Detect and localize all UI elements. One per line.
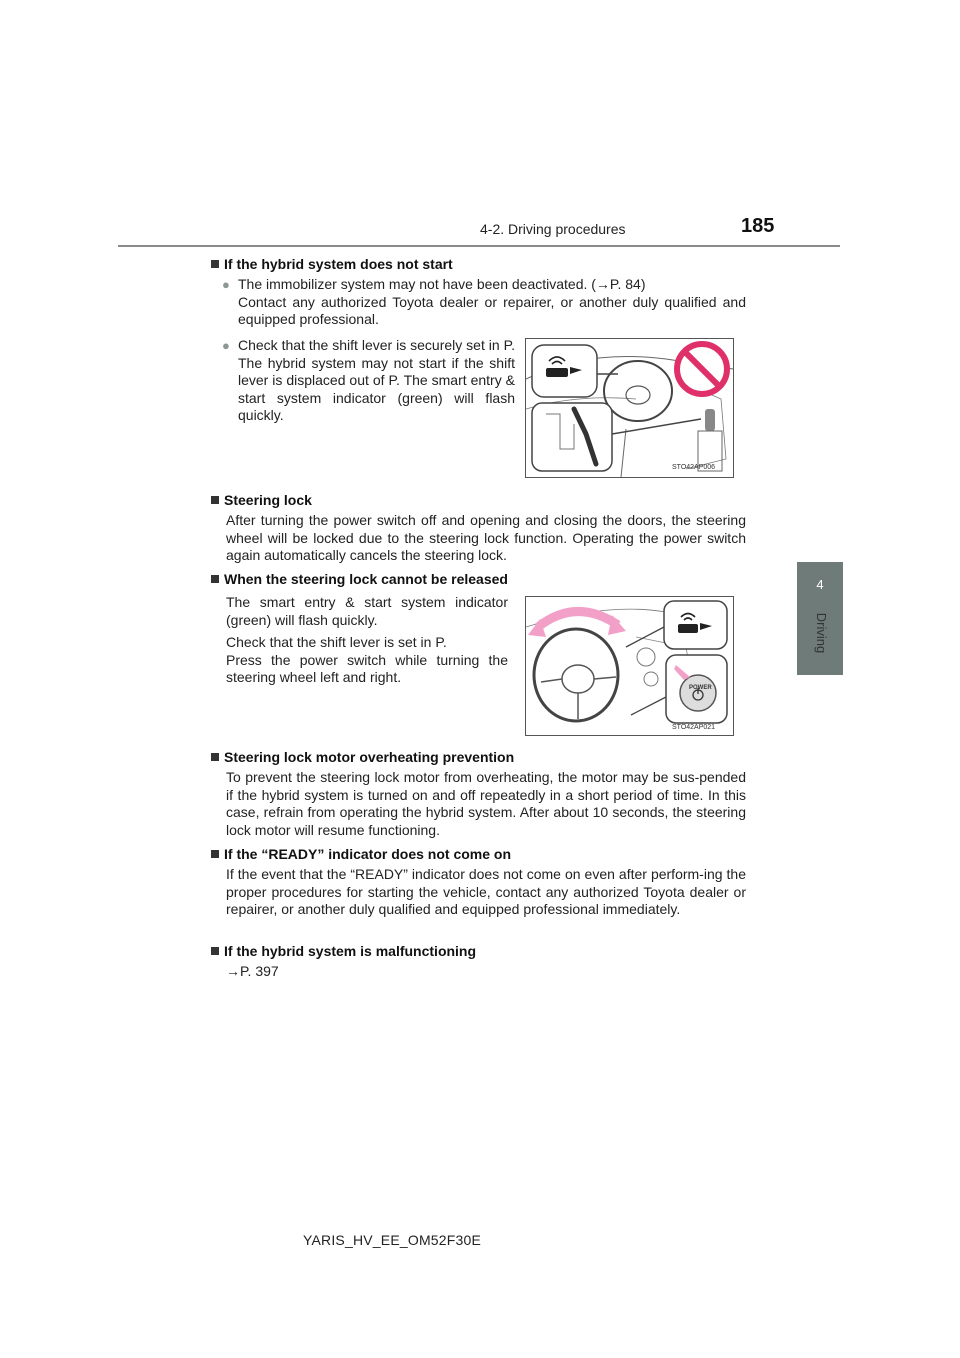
figure-shift-lever <box>525 338 734 478</box>
square-bullet-icon <box>211 496 219 504</box>
steering-lock-body: After turning the power switch off and opening and closing the doors, the steering wheel will be locked due to the steering lock function. Operating the power switch again automatically cancels the steering lock. <box>226 512 746 563</box>
chapter-tab-label: Driving <box>814 612 829 654</box>
figure-code: STO42AP021 <box>672 724 716 731</box>
square-bullet-icon <box>211 575 219 583</box>
footer-doc-code: YARIS_HV_EE_OM52F30E <box>303 1232 482 1248</box>
figure-steering-power-illustration <box>526 597 733 735</box>
malfunction-page-ref[interactable]: →P. 397 <box>226 963 279 979</box>
ready-indicator-body: If the event that the “READY” indicator does not come on even after perform-ing the proper procedures for starting the vehicle, contact any authorized Toyota dealer or repairer, or another duly qualified and equipped professional immediately. <box>226 866 746 917</box>
header-rule <box>118 245 840 247</box>
heading-malfunction: If the hybrid system is malfunctioning <box>211 943 476 959</box>
lock-not-released-para1: The smart entry & start system indicator (green) will flash quickly. <box>226 594 508 628</box>
bullet-immobilizer: ● The immobilizer system may not have been deactivated. (→P. 84) Contact any authorized Toyota dealer or repairer, or another duly qualified and equipped professional. <box>238 276 746 329</box>
lock-not-released-para2: Check that the shift lever is set in P. Press the power switch while turning the steering wheel left and right. <box>226 634 508 685</box>
power-button-label: POWER <box>689 685 712 691</box>
running-header-section: 4-2. Driving procedures <box>480 221 626 237</box>
page-number: 185 <box>741 215 775 237</box>
square-bullet-icon <box>211 260 219 268</box>
overheating-body: To prevent the steering lock motor from overheating, the motor may be sus-pended if the hybrid system is turned on and off repeatedly in a short period of time. In this case, refrain from operating the hybrid system. After about 10 seconds, the steering lock motor will resume functioning. <box>226 769 746 838</box>
figure-code: STO42AP006 <box>672 464 716 471</box>
chapter-tab-number: 4 <box>816 577 824 592</box>
square-bullet-icon <box>211 850 219 858</box>
heading-steering-lock: Steering lock <box>211 492 312 508</box>
heading-lock-not-released: When the steering lock cannot be released <box>211 571 508 587</box>
figure-steering-power <box>525 596 734 736</box>
heading-ready-indicator: If the “READY” indicator does not come on <box>211 846 511 862</box>
square-bullet-icon <box>211 947 219 955</box>
bullet-shift-lever: ● Check that the shift lever is securely set in P. The hybrid system may not start if the shift lever is displaced out of P. The smart entry & start system indicator (green) will flash quickly. <box>238 337 515 425</box>
square-bullet-icon <box>211 753 219 761</box>
heading-hybrid-not-start: If the hybrid system does not start <box>211 256 453 272</box>
heading-overheating: Steering lock motor overheating prevention <box>211 749 514 765</box>
figure-shift-lever-illustration <box>526 339 733 477</box>
